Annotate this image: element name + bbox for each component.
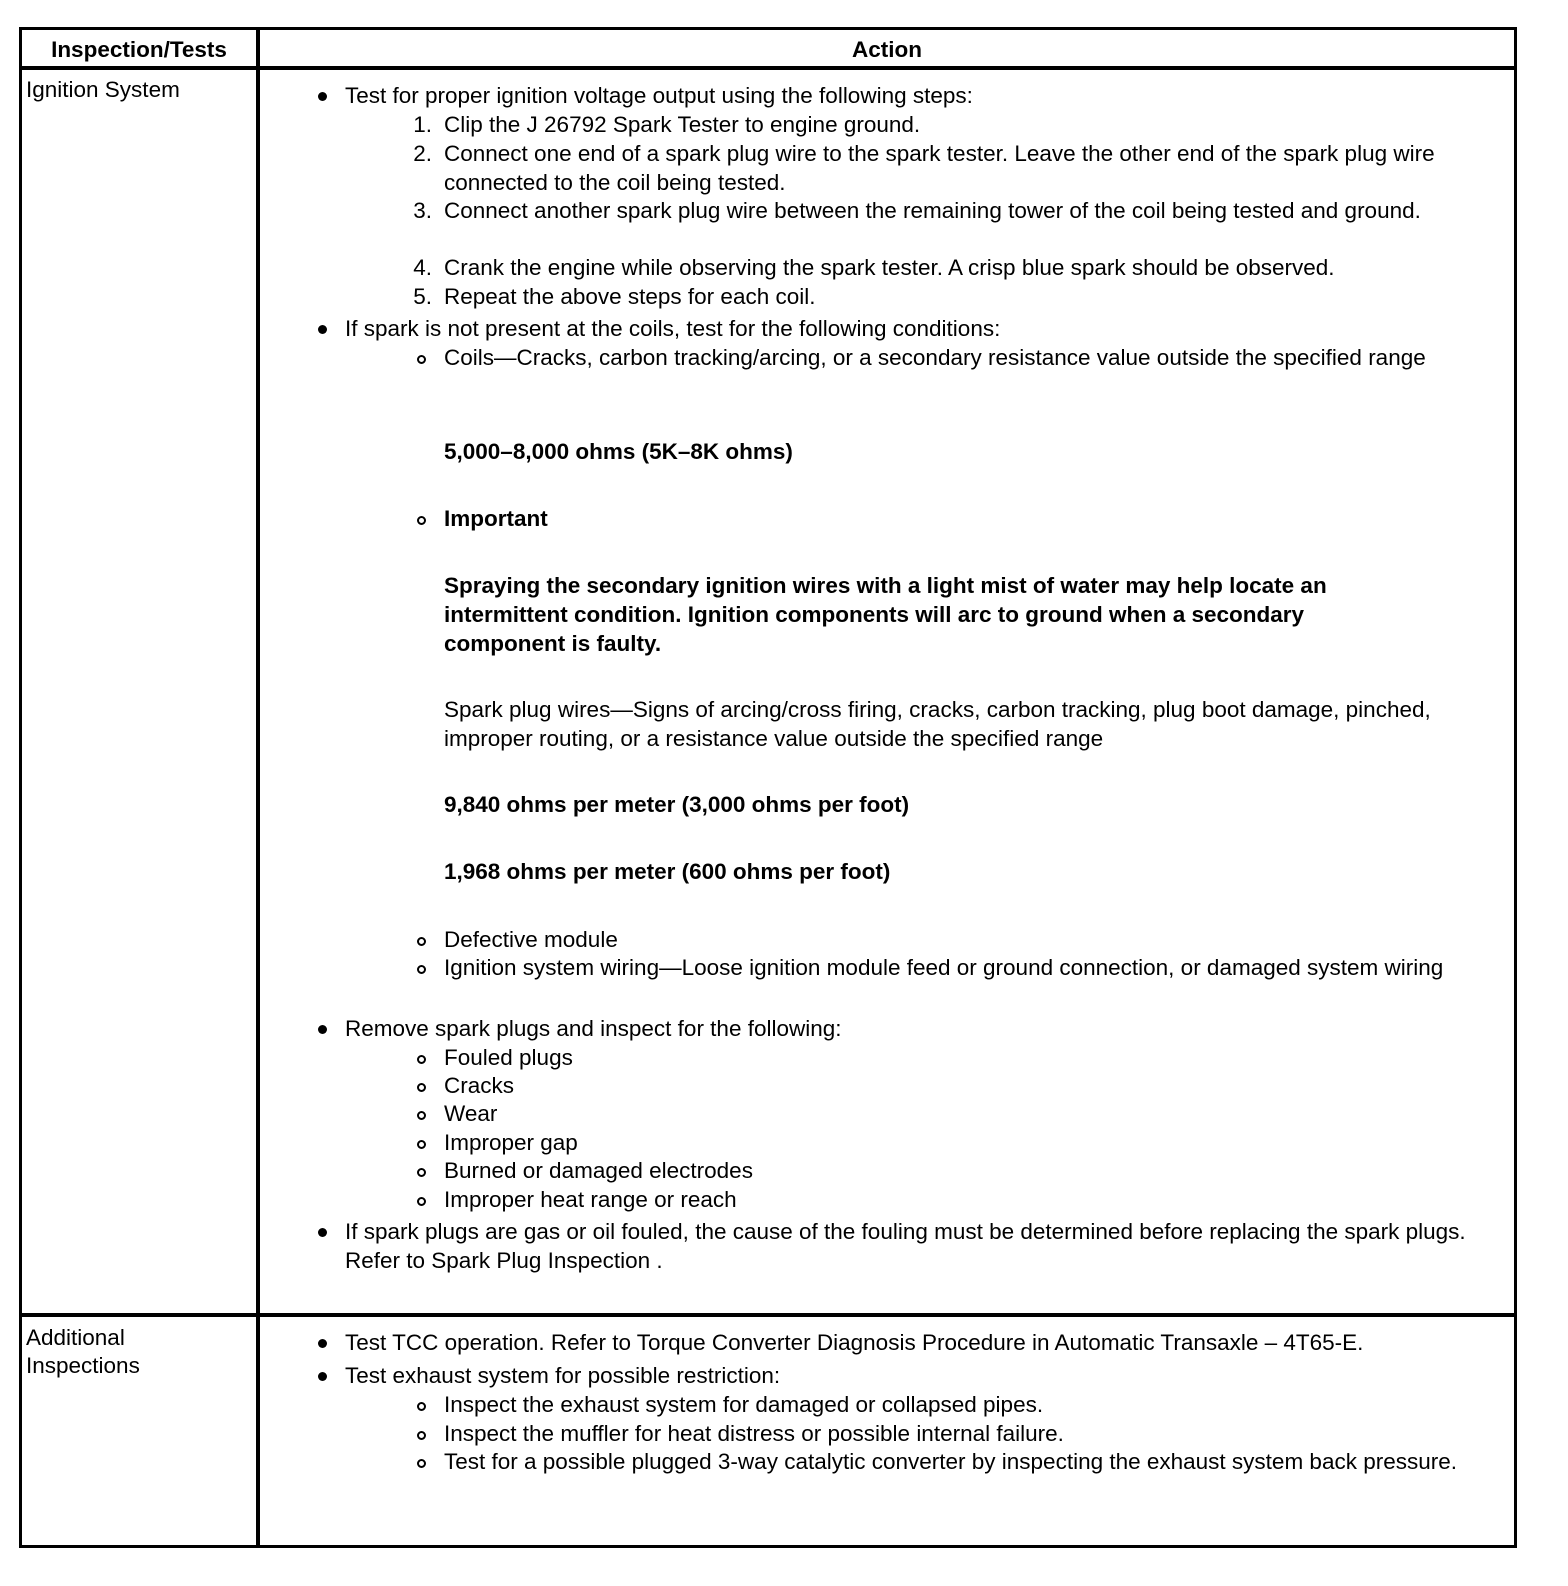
exhaust-check-item: Test for a possible plugged 3-way catalytic converter by inspecting the exhaust system back pressure. (444, 1449, 1458, 1474)
condition-wiring: Ignition system wiring—Loose ignition module feed or ground connection, or damaged system wiring (444, 955, 1444, 980)
bullet-item: Test exhaust system for possible restriction: (345, 1363, 781, 1388)
step-number: 3. (413, 198, 432, 223)
bullet-item: If spark is not present at the coils, test for the following conditions: (345, 316, 1001, 341)
step-item: Repeat the above steps for each coil. (444, 284, 816, 309)
step-item: Crank the engine while observing the spark tester. A crisp blue spark should be observed. (444, 255, 1335, 280)
exhaust-check-item: Inspect the muffler for heat distress or possible internal failure. (444, 1421, 1064, 1446)
bullet-item: Remove spark plugs and inspect for the following: (345, 1016, 842, 1041)
step-number: 1. (413, 112, 432, 137)
header-divider (22, 66, 1514, 70)
column-divider (256, 30, 260, 1545)
plug-check-item: Cracks (444, 1073, 515, 1098)
plug-check-item: Improper gap (444, 1130, 578, 1155)
plug-check-item: Wear (444, 1101, 498, 1126)
plug-check-item: Burned or damaged electrodes (444, 1158, 753, 1183)
plug-check-item: Improper heat range or reach (444, 1187, 737, 1212)
step-item: Connect another spark plug wire between the remaining tower of the coil being tested and ground. (444, 198, 1421, 223)
header-action: Action (852, 37, 922, 62)
row-label-ignition-system: Ignition System (26, 77, 180, 102)
row-divider (22, 1313, 1514, 1317)
step-number: 2. (413, 141, 432, 166)
header-inspection-tests: Inspection/Tests (51, 37, 227, 62)
bullet-item: If spark plugs are gas or oil fouled, the cause of the fouling must be determined before replacing the spark plugs. Refer to Spark Plug Inspection . (345, 1219, 1466, 1273)
step-item: Connect one end of a spark plug wire to the spark tester. Leave the other end of the spark plug wire connected to the coil being tested. (444, 141, 1435, 195)
step-number: 5. (413, 284, 432, 309)
inspection-table (19, 27, 1517, 1548)
spec-wires-resistance-2: 1,968 ohms per meter (600 ohms per foot) (444, 859, 891, 884)
row-label-additional-inspections: Additional Inspections (26, 1325, 140, 1378)
bullet-item: Test TCC operation. Refer to Torque Converter Diagnosis Procedure in Automatic Transaxle – 4T65-E. (345, 1330, 1364, 1355)
important-text: Spraying the secondary ignition wires with a light mist of water may help locate an intermittent condition. Ignition components will arc to ground when a secondary component is faulty. (444, 573, 1327, 656)
step-item: Clip the J 26792 Spark Tester to engine ground. (444, 112, 921, 137)
bullet-item: Test for proper ignition voltage output using the following steps: (345, 83, 973, 108)
important-title: Important (444, 506, 548, 531)
condition-spark-plug-wires: Spark plug wires—Signs of arcing/cross firing, cracks, carbon tracking, plug boot damage, pinched, improper routing, or a resistance value outside the specified range (444, 697, 1431, 751)
condition-module: Defective module (444, 927, 618, 952)
condition-coils: Coils—Cracks, carbon tracking/arcing, or a secondary resistance value outside the specified range (444, 345, 1426, 370)
plug-check-item: Fouled plugs (444, 1045, 573, 1070)
spec-wires-resistance-1: 9,840 ohms per meter (3,000 ohms per foot) (444, 792, 910, 817)
spec-coils-resistance: 5,000–8,000 ohms (5K–8K ohms) (444, 439, 793, 464)
exhaust-check-item: Inspect the exhaust system for damaged or collapsed pipes. (444, 1392, 1044, 1417)
step-number: 4. (413, 255, 432, 280)
